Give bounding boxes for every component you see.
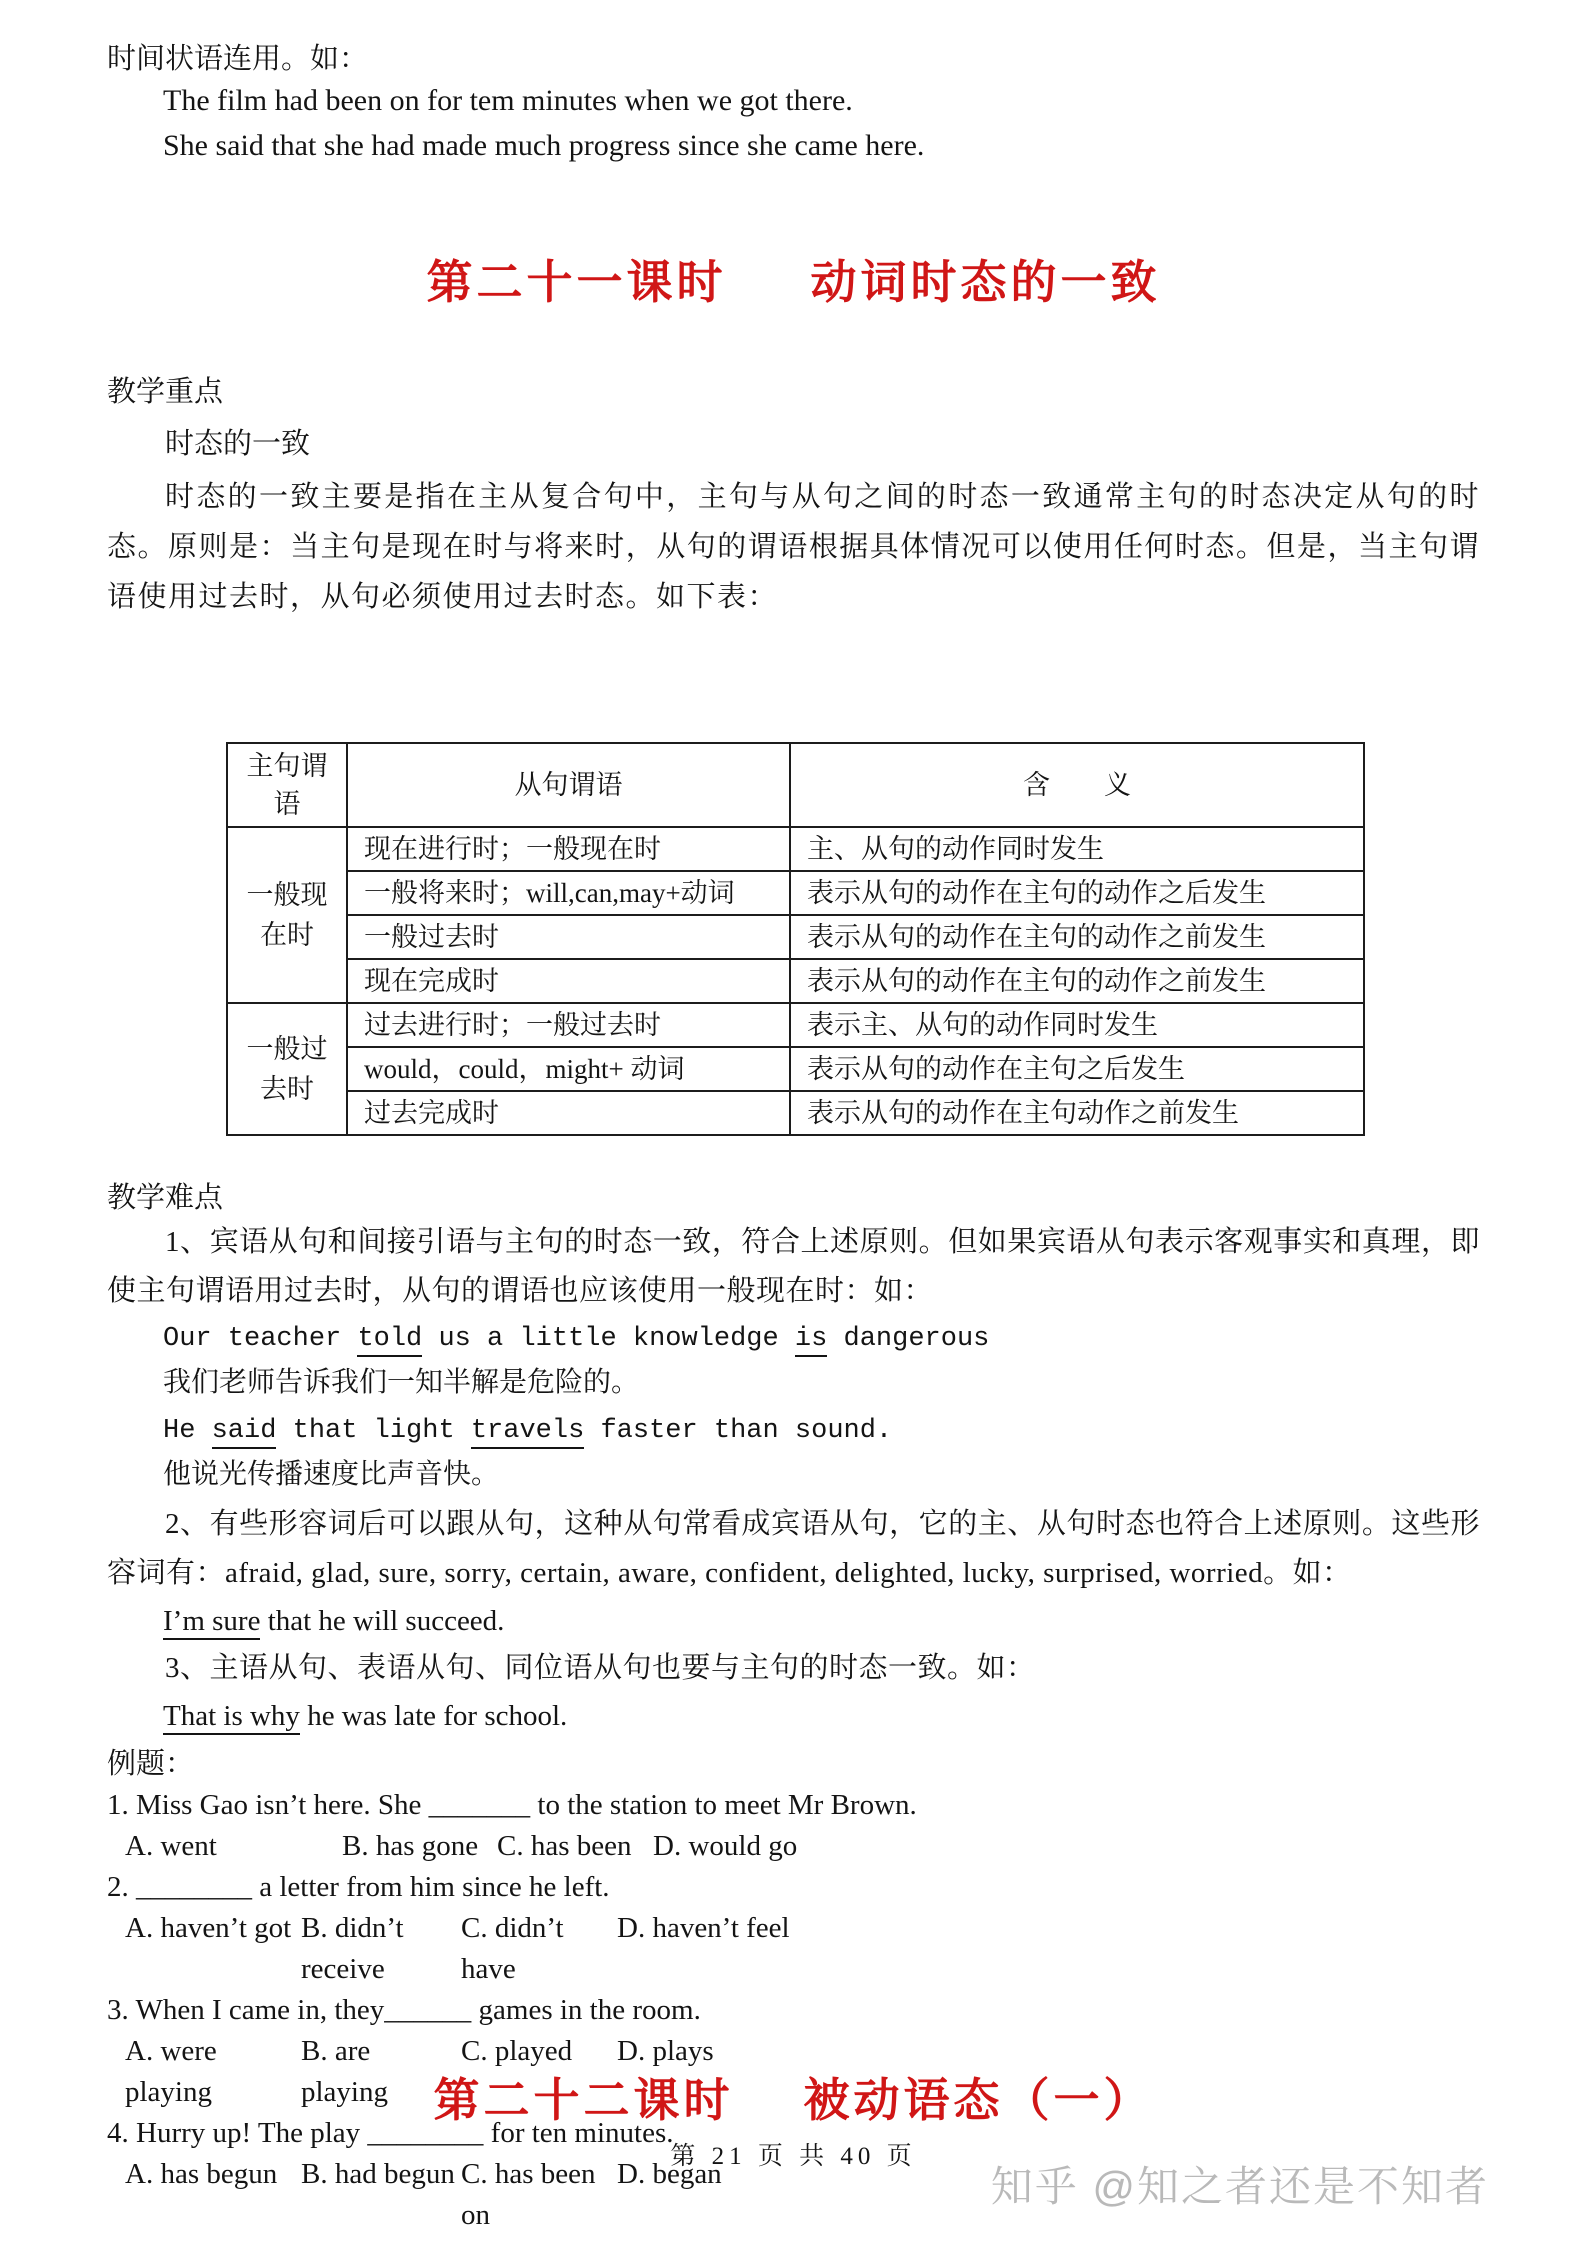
option-a: A. went [125,1830,217,1862]
lesson21-title [107,246,1480,312]
underlined-phrase: That is why [163,1700,300,1735]
table-cell: 表示从句的动作在主句的动作之前发生 [790,915,1364,959]
table-cell: 表示从句的动作在主句动作之前发生 [790,1091,1364,1135]
table-cell: 现在完成时 [347,959,790,1003]
table-row [227,871,1364,915]
intro-line: 时间状语连用。如： [107,43,369,75]
table-cell: 一般将来时；will,can,may+动词 [347,871,790,915]
difficult-point-1: 1、宾语从句和间接引语与主句的时态一致，符合上述原则。但如果宾语从句表示客观事实和真理，即使主句谓语用过去时，从句的谓语也应该使用一般现在时：如： [107,1226,1480,1307]
question-options [107,1908,1480,1990]
example-translation-2: 他说光传播速度比声音快。 [163,1461,500,1492]
lesson21-title-number: 第二十一课时 [426,257,727,308]
difficult-point-3: 3、主语从句、表语从句、同位语从句也要与主句的时态一致。如： [165,1652,1036,1684]
lesson22-title-number: 第二十二课时 [433,2075,734,2126]
example-text: dangerous [827,1324,990,1354]
example-text: faster than sound. [584,1416,893,1446]
example-text: that light [276,1416,471,1446]
lesson22-title [0,2064,1587,2130]
footer-page-number: 第 21 页 共 40 页 [670,2143,917,2170]
table-cell: 表示从句的动作在主句的动作之前发生 [790,959,1364,1003]
example-text: he was late for school. [299,1700,568,1732]
example-text: Our teacher [163,1324,358,1354]
table-cell: 主、从句的动作同时发生 [790,827,1364,871]
table-cell: 一般过去时 [347,915,790,959]
key-points-heading: 教学重点 [107,376,224,408]
option-c: C. didn’t have [461,1912,564,1985]
table-row [227,1091,1364,1135]
exercises-heading: 例题： [107,1748,195,1780]
underlined-phrase: I’m sure [163,1605,260,1640]
example-sentence-1 [163,1316,1480,1362]
lesson22-title-topic: 被动语态（一） [803,2075,1154,2126]
option-d: D. haven’t feel [617,1912,790,1944]
table-row [227,827,1364,871]
key-points-paragraph: 时态的一致主要是指在主从复合句中，主句与从句之间的时态一致通常主句的时态决定从句的时态。原则是：当主句是现在时与将来时，从句的谓语根据具体情况可以使用任何时态。但是，当主句谓语使用过去时，从句必须使用过去时态。如下表： [107,481,1480,613]
question-stem: 4. Hurry up! The play ________ for ten minutes. [107,2117,674,2149]
underlined-word: is [795,1324,827,1357]
table-cell: 过去完成时 [347,1091,790,1135]
watermark: 知乎 @知之者还是不知者 [990,2163,1489,2210]
question-2 [107,1867,1480,1990]
underlined-word: told [357,1324,422,1357]
underlined-word: said [212,1416,277,1449]
example-text: He [163,1416,212,1446]
option-c: C. played [461,2035,573,2067]
option-a: A. were playing [125,2035,217,2108]
example-text: that he will succeed. [260,1605,505,1637]
lesson21-title-topic: 动词时态的一致 [810,257,1161,308]
option-b: B. had begun [301,2158,455,2190]
table-header-meaning: 含 义 [790,743,1364,827]
underlined-word: travels [471,1416,584,1449]
option-d: D. plays [617,2035,714,2067]
example-text: us a little knowledge [422,1324,795,1354]
example-sentence-4 [163,1693,1480,1739]
intro-example-1: The film had been on for tem minutes when we got there. [163,84,853,117]
table-cell: 过去进行时；一般过去时 [347,1003,790,1047]
table-cell-group-past: 一般过去时 [227,1003,347,1135]
table-header-row [227,743,1364,827]
table-cell: 表示从句的动作在主句的动作之后发生 [790,871,1364,915]
question-stem: 1. Miss Gao isn’t here. She _______ to the station to meet Mr Brown. [107,1789,917,1821]
option-a: A. haven’t got [125,1912,292,1944]
question-stem: 3. When I came in, they______ games in the room. [107,1994,701,2026]
option-a: A. has begun [125,2158,278,2190]
question-stem: 2. ________ a letter from him since he left. [107,1871,610,1903]
table-row [227,959,1364,1003]
option-d: D. began [617,2158,722,2190]
example-sentence-2 [163,1408,1480,1454]
table-row [227,1003,1364,1047]
table-cell: 表示主、从句的动作同时发生 [790,1003,1364,1047]
option-c: C. has been on [461,2158,596,2231]
example-sentence-3 [163,1598,1480,1644]
table-header-main-clause: 主句谓语 [227,743,347,827]
table-cell: 表示从句的动作在主句之后发生 [790,1047,1364,1091]
table-row [227,915,1364,959]
table-cell: 现在进行时；一般现在时 [347,827,790,871]
option-d: D. would go [653,1830,798,1862]
question-options [107,1826,1480,1867]
tense-agreement-table [226,742,1365,1136]
difficult-point-2: 2、有些形容词后可以跟从句，这种从句常看成宾语从句，它的主、从句时态也符合上述原则。这些形容词有：afraid, glad, sure, sorry, certain, aware, confident, delighted, lucky, surprised, worried。如： [107,1508,1480,1589]
difficult-points-heading: 教学难点 [107,1182,224,1214]
option-c: C. has been [497,1830,632,1862]
table-header-sub-clause: 从句谓语 [347,743,790,827]
table-cell: would，could，might+ 动词 [347,1047,790,1091]
option-b: B. has gone [342,1830,479,1862]
question-1 [107,1785,1480,1867]
table-cell-group-present: 一般现在时 [227,827,347,1003]
example-translation-1: 我们老师告诉我们一知半解是危险的。 [163,1369,640,1400]
intro-example-2: She said that she had made much progress since she came here. [163,129,925,162]
table-row [227,1047,1364,1091]
key-points-subheading: 时态的一致 [165,428,311,460]
option-b: B. didn’t receive [301,1912,404,1985]
option-b: B. are playing [301,2035,388,2108]
